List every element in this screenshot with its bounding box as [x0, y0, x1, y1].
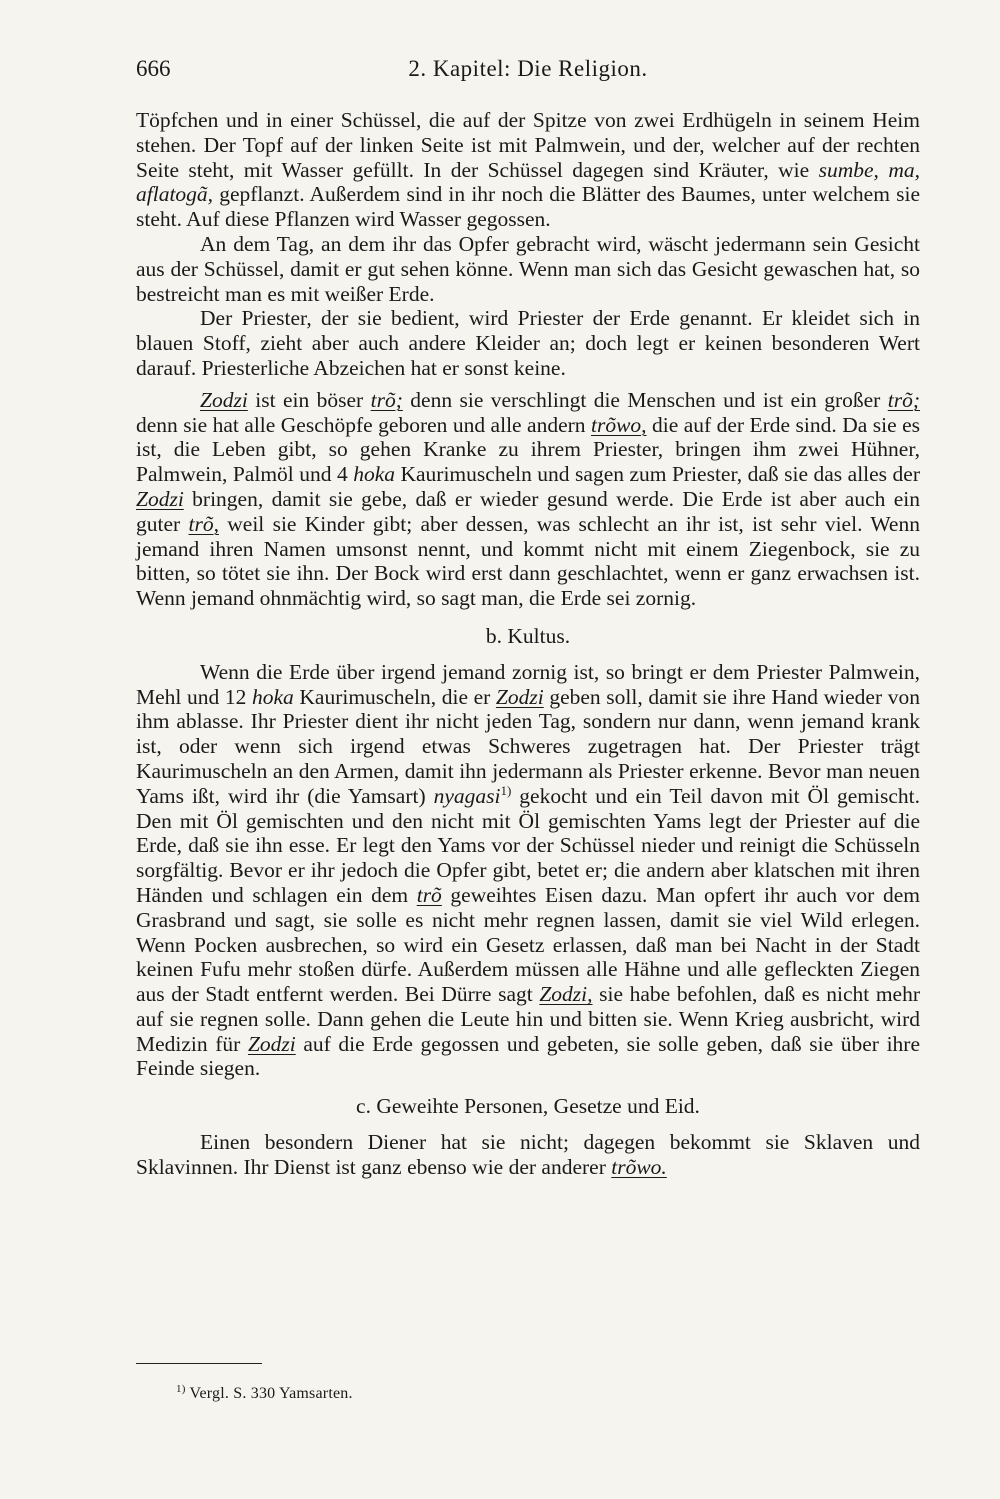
paragraph-4: Zodzi ist ein böser trõ; denn sie verschlingt die Menschen und ist ein großer trõ; denn sie hat alle Geschöpfe geboren und alle andern trõwo, die auf der Erde sind. Da sie es ist, die Leben gibt, so gehen Kranke zu ihrem Priester, bringen ihm zwei Hühner, Palmwein, Palmöl und 4 hoka Kaurimuscheln und sagen zum Priester, daß sie das alles der Zodzi bringen, damit sie gebe, daß er wieder gesund werde. Die Erde ist aber auch ein guter trõ, weil sie Kinder gibt; aber dessen, was schlecht an ihr ist, ist sehr viel. Wenn jemand ihren Namen umsonst nennt, und kommt nicht mit einem Ziegenbock, sie zu bitten, so tötet sie ihn. Der Bock wird erst dann geschlachtet, wenn er ganz erwachsen ist. Wenn jemand ohnmächtig wird, so sagt man, die Erde sei zornig.: [136, 387, 920, 611]
footnote: [176, 1385, 353, 1403]
paragraph-5: Wenn die Erde über irgend jemand zornig ist, so bringt er dem Priester Palmwein, Mehl und 12 hoka Kaurimuscheln, die er Zodzi geben soll, damit sie ihre Hand wieder von ihm ablasse. Ihr Priester dient ihr nicht jeden Tag, sondern nur dann, wenn jemand krank ist, oder wenn sich irgend etwas Schweres zugetragen hat. Der Priester trägt Kaurimuscheln an den Armen, damit ihn jedermann als Priester erkenne. Bevor man neuen Yams ißt, wird ihr (die Yamsart) nyagasi$^{1)}$ gekocht und ein Teil davon mit Öl gemischt. Den mit Öl gemischten und den nicht mit Öl gemischten Yams legt der Priester auf die Erde, daß sie ihn esse. Er legt den Yams vor der Schüssel nieder und reinigt die Schüsseln sorgfältig. Bevor er ihr jedoch die Opfer gibt, betet er; die andern aber klatschen mit ihren Händen und schlagen ein dem trõ geweihtes Eisen dazu. Man opfert ihr auch vor dem Grasbrand und sagt, sie solle es nicht mehr regnen lassen, damit sie viel Wild erlegen. Wenn Pocken ausbrechen, so wird ein Gesetz erlassen, daß man bei Nacht in der Stadt keinen Fufu mehr stoßen dürfe. Außerdem müssen alle Hähne und alle gefleckten Ziegen aus der Stadt entfernt werden. Bei Dürre sagt Zodzi, sie habe befohlen, daß es nicht mehr auf sie regnen solle. Dann gehen die Leute hin und bitten sie. Wenn Krieg ausbricht, wird Medizin für Zodzi auf die Erde gegossen und gebeten, sie solle geben, daß sie über ihre Feinde siegen.: [136, 659, 920, 1081]
body-text: [136, 108, 920, 1180]
paragraph-2: An dem Tag, an dem ihr das Opfer gebracht wird, wäscht jedermann sein Gesicht aus der Schüssel, damit er gut sehen könne. Wenn man sich das Gesicht gewaschen hat, so bestreicht man es mit weißer Erde.: [136, 231, 920, 306]
footnote-text: Vergl. S. 330 Yamsarten.: [185, 1385, 353, 1402]
footnote-reference: 1): [500, 782, 512, 798]
section-heading-geweihte-personen: c. Geweihte Personen, Gesetze und Eid.: [356, 1094, 700, 1119]
running-title: 2. Kapitel: Die Religion.: [408, 56, 648, 81]
page-number: 666: [136, 56, 171, 81]
footnote-divider: [136, 1363, 262, 1364]
page-header: [136, 56, 920, 92]
paragraph-3: Der Priester, der sie bedient, wird Priester der Erde genannt. Er kleidet sich in blauen Stoff, zieht aber auch andere Kleider an; doch legt er keinen besonderen Wert darauf. Priesterliche Abzeichen hat er sonst keine.: [136, 306, 920, 380]
section-heading-kultus: b. Kultus.: [485, 623, 571, 648]
paragraph-6: Einen besondern Diener hat sie nicht; dagegen bekommt sie Sklaven und Sklavinnen. Ihr Dienst ist ganz ebenso wie der anderer trõwo.: [136, 1130, 920, 1179]
paragraph-1: Töpfchen und in einer Schüssel, die auf der Spitze von zwei Erdhügeln in seinem Heim stehen. Der Topf auf der linken Seite ist mit Palmwein, und der, welcher auf der rechten Seite steht, mit Wasser gefüllt. In der Schüssel dagegen sind Kräuter, wie sumbe, ma, aflatogã, gepflanzt. Außerdem sind in ihr noch die Blätter des Baumes, unter welchem sie steht. Auf diese Pflanzen wird Wasser gegossen.: [136, 108, 921, 232]
footnote-mark: 1): [176, 1383, 186, 1395]
